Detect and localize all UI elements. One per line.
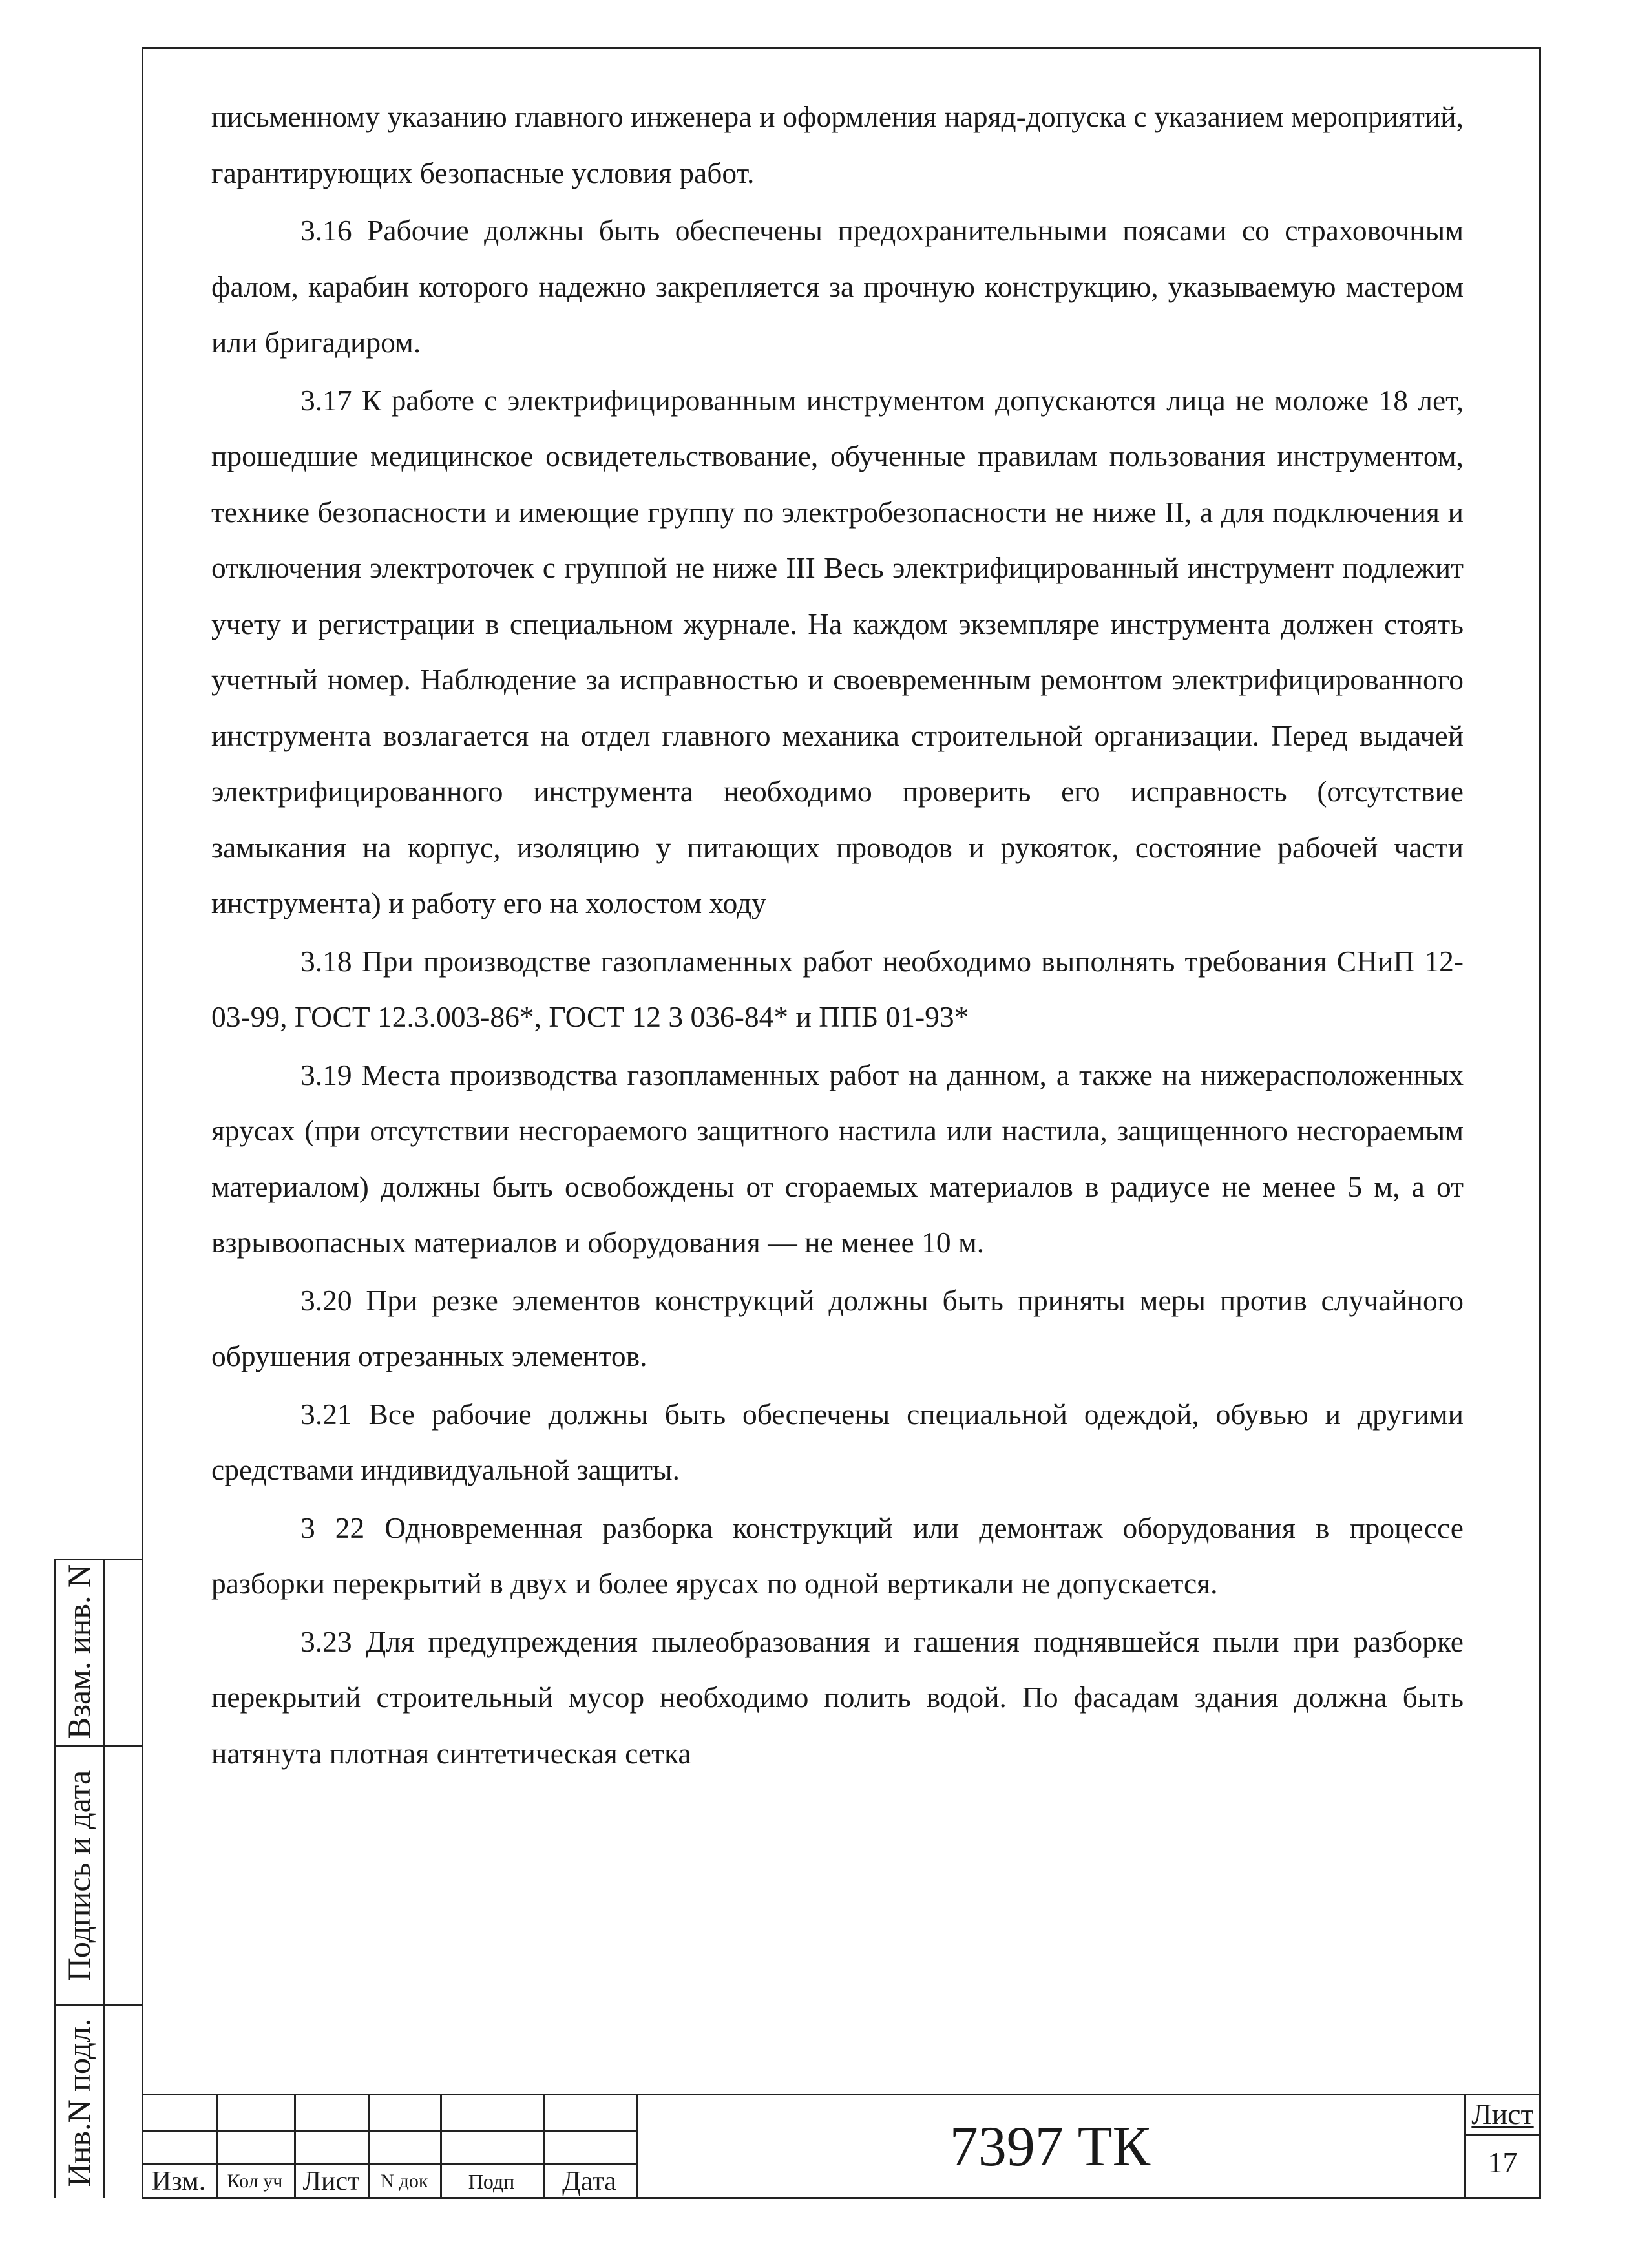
side-label-vzam: Взам. инв. N <box>61 1564 97 1739</box>
paragraph-3-18: 3.18 При производстве газопламенных работ необходимо выполнять требования СНиП 12-03-99, ГОСТ 12.3.003-86*, ГОСТ 12 3 036-84* и ППБ 01-93* <box>211 944 1464 1033</box>
side-cell-inv <box>54 2006 103 2198</box>
tb-col-podp: Подп <box>468 2170 515 2193</box>
paragraph-3-17: 3.17 К работе с электрифицированным инструментом допускаются лица не моложе 18 лет, прошедшие медицинское освидетельствование, обученные правилам пользования инструментом, технике безопасности и имеющие группу по электробезопасности не ниже II, а для подключения и отключения электроточек с группой не ниже III Весь электрифицированный инструмент подлежит учету и регистрации в специальном журнале. На каждом экземпляре инструмента должен стоять учетный номер. Наблюдение за исправностью и своевременным ремонтом электрифицированного инструмента возлагается на отдел главного механика строительной организации. Перед выдачей электрифицированного инструмента необходимо проверить его исправность (отсутствие замыкания на корпус, изоляцию у питающих проводов и рукояток, состояние рабочей части инструмента) и работу его на холостом ходу <box>211 383 1464 919</box>
paragraph-continuation: письменному указанию главного инженера и оформления наряд-допуска с указанием мероприятий, гарантирующих безопасные условия работ. <box>211 100 1464 189</box>
tb-col-n-dok: N док <box>380 2170 428 2192</box>
paragraph-3-23: 3.23 Для предупреждения пылеобразования и гашения поднявшейся пыли при разборке перекрытий строительный мусор необходимо полить водой. По фасадам здания должна быть натянута плотная синтетическая сетка <box>211 1624 1464 1770</box>
side-stamp <box>54 1559 143 2198</box>
document-code: 7397 ТК <box>949 2116 1151 2178</box>
tb-col-list: Лист <box>302 2167 360 2196</box>
tb-col-data: Дата <box>562 2167 616 2196</box>
tb-col-izm: Изм. <box>151 2167 206 2196</box>
sheet-label: Лист <box>1471 2097 1534 2130</box>
side-label-podpis: Подпись и дата <box>61 1770 97 1981</box>
paragraph-3-16: 3.16 Рабочие должны быть обеспечены предохранительными поясами со страховочным фалом, карабин которого надежно закрепляется за прочную конструкцию, указываемую мастером или бригадиром. <box>211 214 1464 359</box>
side-stamp-divider <box>103 1559 105 2198</box>
paragraph-3-20: 3.20 При резке элементов конструкций должны быть приняты меры против случайного обрушения отрезанных элементов. <box>211 1283 1464 1372</box>
paragraph-3-21: 3.21 Все рабочие должны быть обеспечены специальной одеждой, обувью и другими средствами индивидуальной защиты. <box>211 1397 1464 1486</box>
sheet-number: 17 <box>1487 2146 1518 2179</box>
side-label-inv: Инв.N подл. <box>61 2018 97 2187</box>
paragraph-3-19: 3.19 Места производства газопламенных работ на данном, а также на нижерасположенных ярусах (при отсутствии несгораемого защитного настила или настила, защищенного несгораемым материалом) должны быть освобождены от сгораемых материалов в радиусе не менее 5 м, а от взрывоопасных материалов и оборудования — не менее 10 м. <box>211 1058 1464 1259</box>
tb-line <box>1464 2134 1541 2136</box>
tb-col-kol-uch: Кол уч <box>227 2170 283 2192</box>
side-cell-vzam <box>54 1559 103 1745</box>
document-body <box>211 89 1464 1781</box>
paragraph-3-22: 3 22 Одновременная разборка конструкций или демонтаж оборудования в процессе разборки перекрытий в двух и более ярусах по одной вертикали не допускается. <box>211 1511 1464 1600</box>
side-cell-podpis <box>54 1747 103 2004</box>
tb-line <box>142 2094 1541 2095</box>
